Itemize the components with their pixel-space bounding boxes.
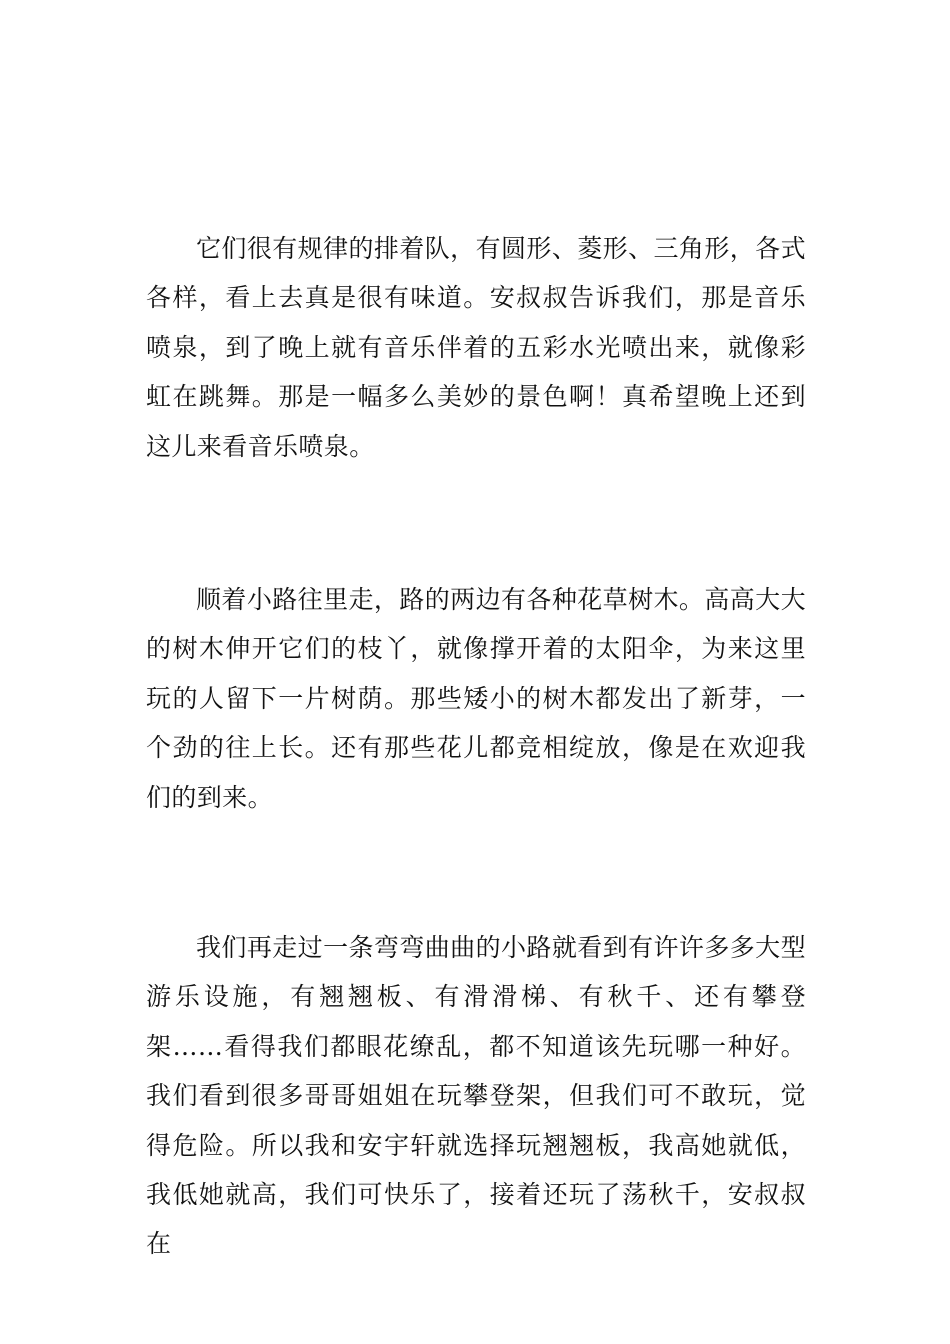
paragraph-trees-and-flowers: 顺着小路往里走，路的两边有各种花草树木。高高大大的树木伸开它们的枝丫，就像撑开着的太阳伞，为来这里玩的人留下一片树荫。那些矮小的树木都发出了新芽，一个劲的往上长。还有那些花儿都竞相绽放，像是在欢迎我们的到来。 (146, 585, 806, 812)
paragraph-music-fountain: 它们很有规律的排着队，有圆形、菱形、三角形，各式各样，看上去真是很有味道。安叔叔告诉我们，那是音乐喷泉，到了晚上就有音乐伴着的五彩水光喷出来，就像彩虹在跳舞。那是一幅多么美妙的景色啊！真希望晚上还到这儿来看音乐喷泉。 (146, 234, 806, 461)
paragraph-playground: 我们再走过一条弯弯曲曲的小路就看到有许许多多大型游乐设施，有翘翘板、有滑滑梯、有秋千、还有攀登架……看得我们都眼花缭乱，都不知道该先玩哪一种好。我们看到很多哥哥姐姐在玩攀登架，但我们可不敢玩，觉得危险。所以我和安宇轩就选择玩翘翘板，我高她就低，我低她就高，我们可快乐了，接着还玩了荡秋千，安叔叔在 (146, 933, 806, 1259)
